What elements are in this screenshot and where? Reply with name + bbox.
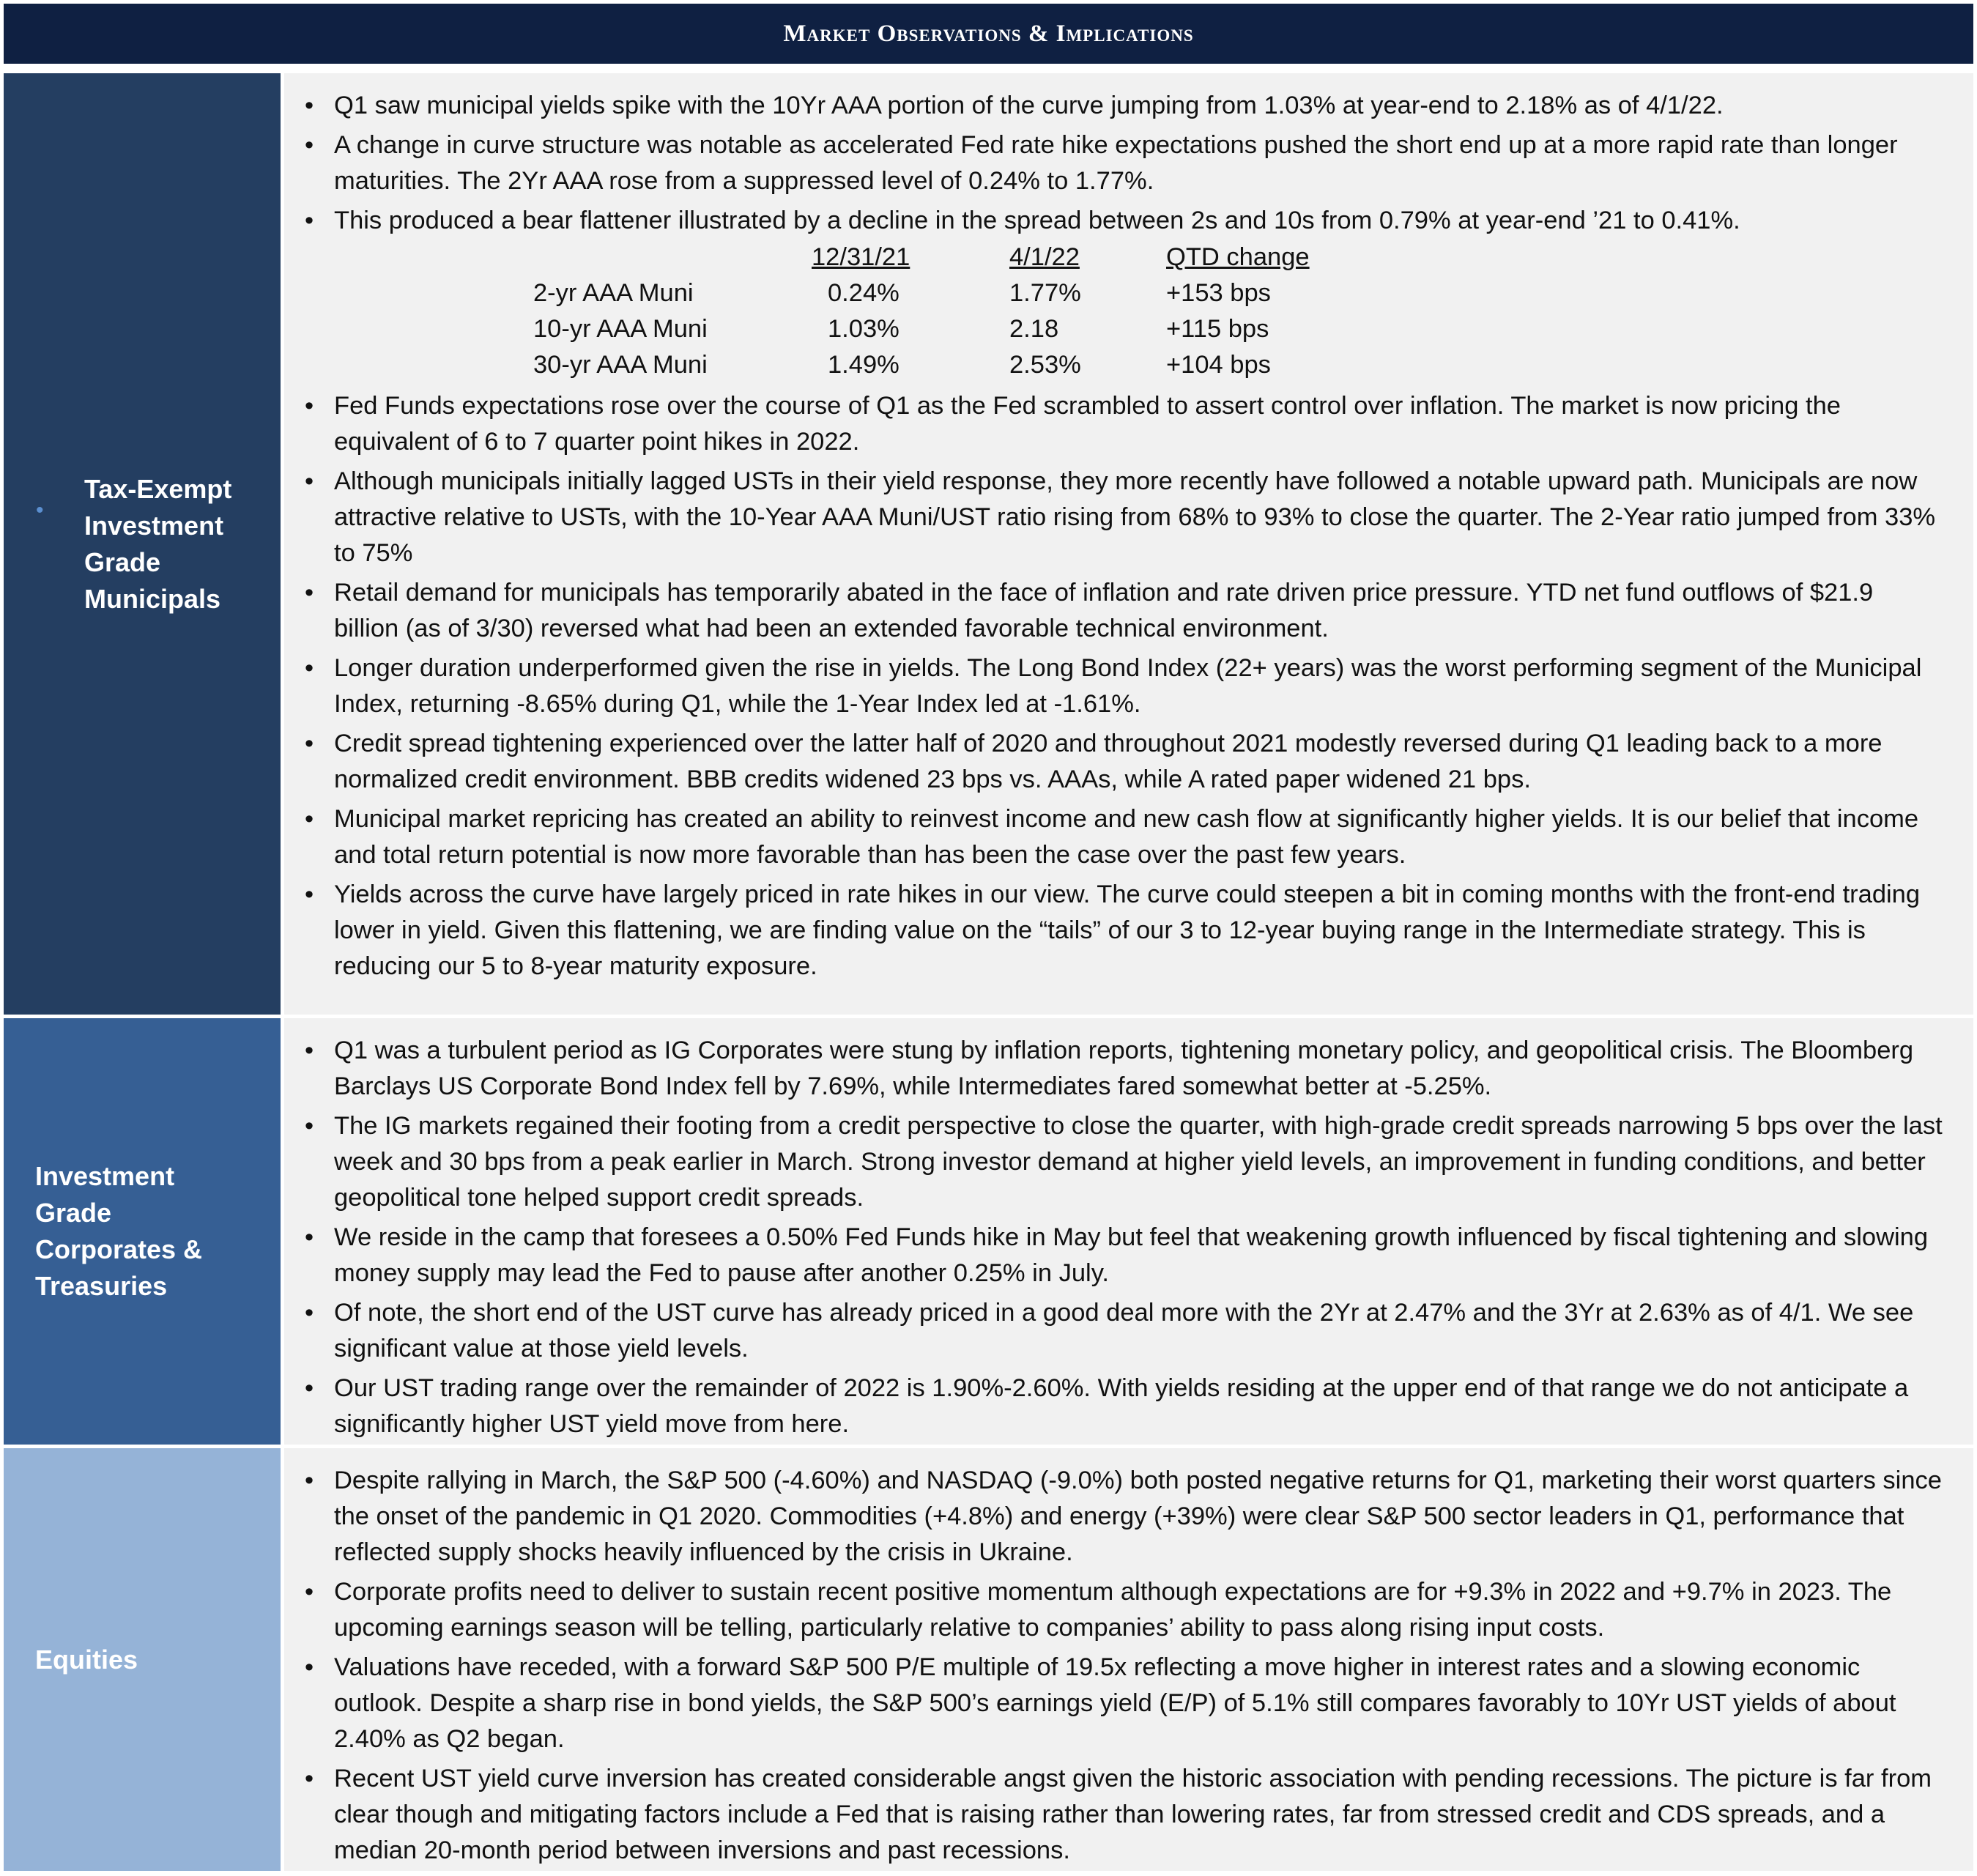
- list-item: • Municipal market repricing has created an ability to reinvest income and new cash flow at significantly higher yields. It is our belief that income and total return potential is now more favorable than has been the case over the past few years.: [299, 801, 1944, 873]
- table-cell: 2.18: [1009, 315, 1059, 343]
- bullet-list: [299, 388, 1944, 985]
- section-corporates-treasuries: [4, 1018, 1973, 1445]
- list-item: • Although municipals initially lagged USTs in their yield response, they more recently have followed a notable upward path. Municipals are now attractive relative to USTs, with the 10-Year AAA Muni/UST ratio rising from 68% to 93% to close the quarter. The 2-Year ratio jumped from 33% to 75%: [299, 464, 1944, 571]
- table-cell: 2-yr AAA Muni: [533, 279, 694, 307]
- table-cell: +115 bps: [1166, 315, 1269, 343]
- section-content-corporates-treasuries: [284, 1018, 1973, 1445]
- list-item: • Despite rallying in March, the S&P 500 (-4.60%) and NASDAQ (-9.0%) both posted negative returns for Q1, marketing their worst quarters since the onset of the pandemic in Q1 2020. Commodities (+4.8%) and energy (+39%) were clear S&P 500 sector leaders in Q1, performance that reflected supply shocks heavily influenced by the crisis in Ukraine.: [299, 1463, 1944, 1571]
- table-header-row: [533, 240, 1342, 275]
- list-item: • Retail demand for municipals has temporarily abated in the face of inflation and rate driven price pressure. YTD net fund outflows of $21.9 billion (as of 3/30) reversed what had been an extended favorable technical environment.: [299, 575, 1944, 647]
- list-item: • The IG markets regained their footing from a credit perspective to close the quarter, with high-grade credit spreads narrowing 5 bps over the last week and 30 bps from a peak earlier in March. Strong investor demand at higher yield levels, an improvement in funding conditions, and better geopolitical tone helped support credit spreads.: [299, 1108, 1944, 1216]
- list-item: • Valuations have receded, with a forward S&P 500 P/E multiple of 19.5x reflecting a move higher in interest rates and a slowing economic outlook. Despite a sharp rise in bond yields, the S&P 500’s earnings yield (E/P) of 5.1% still compares favorably to 10Yr UST yields of about 2.40% as Q2 began.: [299, 1650, 1944, 1757]
- list-item: • Q1 was a turbulent period as IG Corporates were stung by inflation reports, tightening monetary policy, and geopolitical crisis. The Bloomberg Barclays US Corporate Bond Index fell by 7.69%, while Intermediates fared somewhat better at -5.25%.: [299, 1033, 1944, 1105]
- section-label-text: Investment Grade Corporates & Treasuries: [35, 1161, 203, 1301]
- table-row: [533, 311, 1342, 347]
- page-header: [4, 4, 1973, 64]
- list-item: • Recent UST yield curve inversion has created considerable angst given the historic association with pending recessions. The picture is far from clear though and mitigating factors include a Fed that is raising rather than lowering rates, far from stressed credit and CDS spreads, and a median 20-month period between inversions and past recessions.: [299, 1761, 1944, 1869]
- table-cell: 1.49%: [828, 351, 900, 379]
- section-label-equities: [4, 1448, 281, 1871]
- list-item: • Longer duration underperformed given the rise in yields. The Long Bond Index (22+ years) was the worst performing segment of the Municipal Index, returning -8.65% during Q1, while the 1-Year Index led at -1.61%.: [299, 650, 1944, 722]
- list-item: • Corporate profits need to deliver to sustain recent positive momentum although expectations are for +9.3% in 2022 and +9.7% in 2023. The upcoming earnings season will be telling, particularly relative to companies’ ability to pass along rising input costs.: [299, 1574, 1944, 1646]
- table-header-cell: 4/1/22: [1009, 243, 1080, 271]
- table-header-cell: [533, 240, 812, 275]
- table-cell: 0.24%: [828, 279, 900, 307]
- list-item: • Our UST trading range over the remainder of 2022 is 1.90%-2.60%. With yields residing at the upper end of that range we do not anticipate a significantly higher UST yield move from here.: [299, 1371, 1944, 1442]
- table-header-cell: 12/31/21: [812, 243, 910, 271]
- table-row: [533, 275, 1342, 311]
- table-header-cell: QTD change: [1166, 243, 1310, 271]
- label-bullet-icon: •: [36, 497, 44, 522]
- list-item: • Of note, the short end of the UST curve has already priced in a good deal more with the 2Yr at 2.47% and the 3Yr at 2.63% as of 4/1. We see significant value at those yield levels.: [299, 1295, 1944, 1367]
- list-item: • Yields across the curve have largely priced in rate hikes in our view. The curve could steepen a bit in coming months with the front-end trading lower in yield. Given this flattening, we are finding value on the “tails” of our 3 to 12-year buying range in the Intermediate strategy. This is reducing our 5 to 8-year maturity exposure.: [299, 877, 1944, 985]
- table-cell: 2.53%: [1009, 351, 1081, 379]
- table-cell: 1.03%: [828, 315, 900, 343]
- list-item: • Fed Funds expectations rose over the course of Q1 as the Fed scrambled to assert control over inflation. The market is now pricing the equivalent of 6 to 7 quarter point hikes in 2022.: [299, 388, 1944, 460]
- list-item: • A change in curve structure was notable as accelerated Fed rate hike expectations pushed the short end up at a more rapid rate than longer maturities. The 2Yr AAA rose from a suppressed level of 0.24% to 1.77%.: [299, 127, 1944, 199]
- section-content-municipals: [284, 73, 1973, 1015]
- section-equities: [4, 1448, 1973, 1871]
- section-label-text: Equities: [35, 1644, 138, 1675]
- yield-table: [533, 240, 1342, 383]
- section-label-text: Tax-Exempt Investment Grade Municipals: [84, 473, 232, 614]
- section-municipals: [4, 73, 1973, 1015]
- table-cell: +153 bps: [1166, 279, 1271, 307]
- table-cell: +104 bps: [1166, 351, 1271, 379]
- table-cell: 10-yr AAA Muni: [533, 315, 708, 343]
- page-title: Market Observations & Implications: [783, 20, 1194, 47]
- table-row: [533, 347, 1342, 383]
- list-item: • Credit spread tightening experienced over the latter half of 2020 and throughout 2021 modestly reversed during Q1 leading back to a more normalized credit environment. BBB credits widened 23 bps vs. AAAs, while A rated paper widened 21 bps.: [299, 726, 1944, 798]
- bullet-list: [299, 1033, 1944, 1442]
- list-item: • This produced a bear flattener illustrated by a decline in the spread between 2s and 10s from 0.79% at year-end ’21 to 0.41%.: [299, 203, 1944, 239]
- bullet-list: [299, 1463, 1944, 1869]
- bullet-list: [299, 88, 1944, 239]
- list-item: • We reside in the camp that foresees a 0.50% Fed Funds hike in May but feel that weakening growth influenced by fiscal tightening and slowing money supply may lead the Fed to pause after another 0.25% in July.: [299, 1220, 1944, 1291]
- table-cell: 30-yr AAA Muni: [533, 351, 708, 379]
- table-cell: 1.77%: [1009, 279, 1081, 307]
- section-label-corporates-treasuries: [4, 1018, 281, 1445]
- section-content-equities: [284, 1448, 1973, 1871]
- list-item: • Q1 saw municipal yields spike with the 10Yr AAA portion of the curve jumping from 1.03% at year-end to 2.18% as of 4/1/22.: [299, 88, 1944, 124]
- section-label-municipals: [4, 73, 281, 1015]
